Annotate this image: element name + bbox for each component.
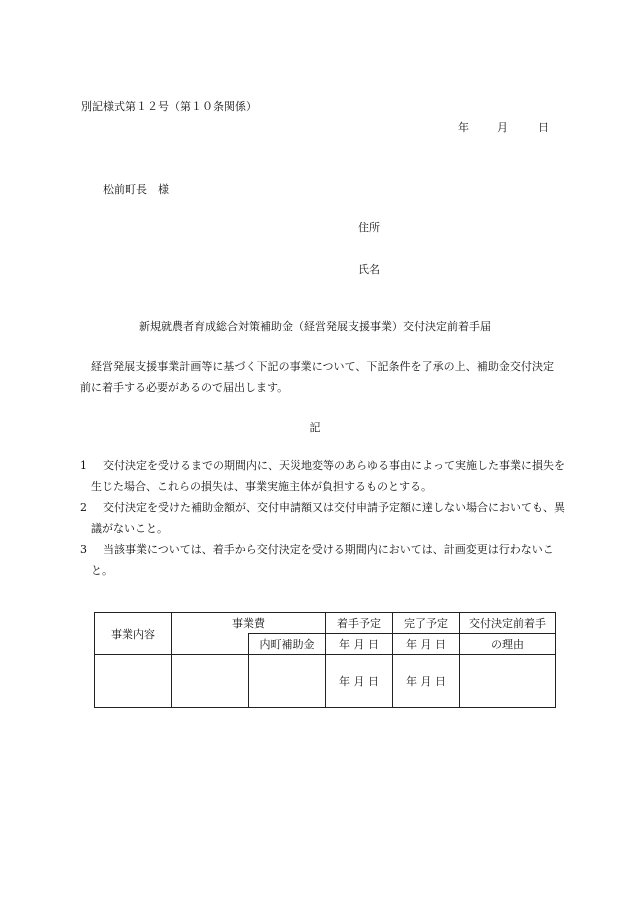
date-month: 月 bbox=[497, 121, 508, 134]
header-town-subsidy: 内町補助金 bbox=[249, 634, 326, 655]
condition-item bbox=[80, 455, 565, 497]
ki-heading: 記 bbox=[309, 421, 321, 434]
header-reason-line1: 交付決定前着手 bbox=[460, 613, 556, 634]
name-label: 氏名 bbox=[358, 263, 380, 276]
document-title: 新規就農者育成総合対策補助金（経営発展支援事業）交付決定前着手届 bbox=[139, 320, 491, 333]
condition-number: 2 bbox=[80, 501, 87, 514]
condition-number: 3 bbox=[80, 543, 87, 556]
header-reason-line2: の理由 bbox=[460, 634, 556, 655]
cell-start-date[interactable]: 年 月 日 bbox=[326, 655, 393, 708]
cell-town-subsidy[interactable] bbox=[249, 655, 326, 708]
table-header-row bbox=[95, 613, 556, 634]
header-end-date: 年 月 日 bbox=[393, 634, 460, 655]
date-year: 年 bbox=[458, 121, 469, 134]
address-label: 住所 bbox=[358, 221, 380, 234]
header-start-label: 着手予定 bbox=[326, 613, 393, 634]
condition-text: 当該事業については、着手から交付決定を受ける期間内においては、計画変更は行わないこと。 bbox=[91, 543, 554, 577]
condition-text: 交付決定を受けるまでの期間内に、天災地変等のあらゆる事由によって実施した事業に損失を生じた場合、これらの損失は、事業実施主体が負担するものとする。 bbox=[91, 459, 565, 493]
cell-reason[interactable] bbox=[460, 655, 556, 708]
header-content: 事業内容 bbox=[95, 613, 172, 655]
date-day: 日 bbox=[538, 121, 549, 134]
form-number: 別記様式第１２号（第１０条関係） bbox=[81, 100, 257, 113]
condition-item bbox=[80, 497, 565, 539]
condition-item bbox=[80, 539, 565, 581]
table-row bbox=[95, 655, 556, 708]
condition-text: 交付決定を受けた補助金額が、交付申請額又は交付申請予定額に達しない場合においても、異議がないこと。 bbox=[91, 501, 565, 535]
header-cost-blank bbox=[172, 634, 249, 655]
header-cost: 事業費 bbox=[172, 613, 326, 634]
intro-paragraph: 経営発展支援事業計画等に基づく下記の事業について、下記条件を了承の上、補助金交付決定前に着手する必要があるので届出します。 bbox=[80, 360, 554, 394]
cell-cost[interactable] bbox=[172, 655, 249, 708]
condition-number: 1 bbox=[80, 459, 87, 472]
date-line bbox=[458, 119, 549, 135]
project-table bbox=[94, 612, 556, 708]
header-end-label: 完了予定 bbox=[393, 613, 460, 634]
cell-end-date[interactable]: 年 月 日 bbox=[393, 655, 460, 708]
header-start-date: 年 月 日 bbox=[326, 634, 393, 655]
cell-content[interactable] bbox=[95, 655, 172, 708]
addressee: 松前町長 様 bbox=[103, 183, 169, 196]
